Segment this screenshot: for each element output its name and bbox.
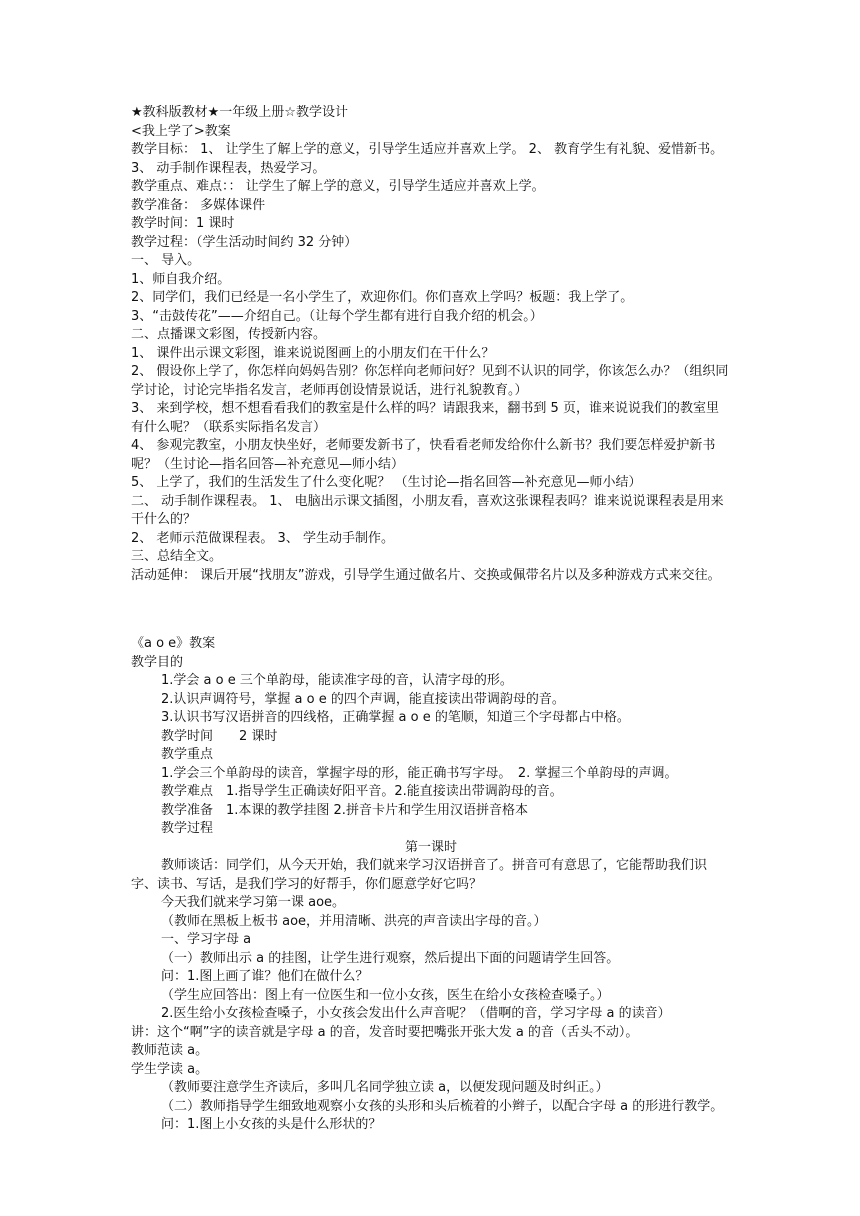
- doc2-paragraph: 教学过程: [161, 821, 214, 836]
- doc2-paragraph: 教学时间 2 课时: [161, 728, 278, 744]
- doc1-paragraph: 教学准备： 多媒体课件: [131, 197, 266, 213]
- doc1-paragraph: 活动延伸： 课后开展“找朋友”游戏，引导学生通过做名片、交换或佩带名片以及多种游戏方式来交往。: [131, 567, 721, 583]
- doc2-paragraph: 1.学会三个单韵母的读音，掌握字母的形，能正确书写字母。 2. 掌握三个单韵母的声调。: [161, 765, 678, 781]
- doc1-paragraph: 三、总结全文。: [131, 549, 223, 564]
- doc1-header: ★教科版教材★一年级上册☆教学设计: [131, 105, 348, 120]
- doc2-paragraph: （二）教师指导学生细致地观察小女孩的头形和头后梳着的小辫子，以配合字母 a 的形进行教学。: [161, 1098, 724, 1114]
- doc1-paragraph: 4、 参观完教室，小朋友快坐好，老师要发新书了，快看看老师发给你什么新书？我们要怎样爱护新书呢？（生讨论—指名回答—补充意见—师小结）: [131, 438, 716, 472]
- doc1-paragraph: 2、 老师示范做课程表。 3、 学生动手制作。: [131, 530, 394, 546]
- doc2-paragraph: （教师要注意学生齐读后，多叫几名同学独立读 a，以便发现问题及时纠正。）: [161, 1080, 609, 1095]
- doc2-paragraph: 第一课时: [404, 839, 457, 855]
- doc1-paragraph: 1、师自我介绍。: [131, 271, 231, 287]
- doc2-paragraph: 问：1.图上画了谁？他们在做什么？: [161, 969, 369, 984]
- doc1-body: [131, 141, 731, 585]
- doc1-paragraph: 5、 上学了，我们的生活发生了什么变化呢？ （生讨论—指名回答—补充意见—师小结）: [131, 475, 642, 490]
- doc2-paragraph: 2.认识声调符号，掌握 a o e 的四个声调，能直接读出带调韵母的音。: [161, 691, 565, 707]
- doc1-paragraph: 教学目标： 1、 让学生了解上学的意义，引导学生适应并喜欢上学。 2、 教育学生有礼貌、爱惜新书。: [131, 142, 724, 157]
- document-page: [131, 104, 731, 1135]
- doc2-paragraph: （学生应回答出：图上有一位医生和一位小女孩，医生在给小女孩检查嗓子。）: [161, 987, 610, 1003]
- doc2-paragraph: 问：1.图上小女孩的头是什么形状的？: [161, 1117, 382, 1132]
- doc1-paragraph: 3、 来到学校，想不想看看我们的教室是什么样的吗？请跟我来，翻书到 5 页，谁来说说我们的教室里有什么呢？（联系实际指名发言）: [131, 401, 719, 435]
- doc2-paragraph: 2.医生给小女孩检查嗓子，小女孩会发出什么声音呢？（借啊的音，学习字母 a 的读音）: [161, 1006, 671, 1021]
- doc1-paragraph: 一、 导入。: [131, 253, 201, 268]
- doc2-paragraph: 教学难点 1.指导学生正确读好阳平音。2.能直接读出带调韵母的音。: [161, 784, 563, 799]
- doc2-paragraph: 教学准备 1.本课的教学挂图 2.拼音卡片和学生用汉语拼音格本: [161, 802, 528, 818]
- doc1-paragraph: 教学重点、难点：： 让学生了解上学的意义，引导学生适应并喜欢上学。: [131, 179, 545, 194]
- doc2-paragraph: 学生学读 a。: [131, 1061, 209, 1077]
- doc2-paragraph: 一、学习字母 a: [161, 932, 252, 947]
- section-gap: [131, 585, 731, 635]
- doc1-paragraph: 二、点播课文彩图，传授新内容。: [131, 327, 327, 342]
- doc2-paragraph: 1.学会 a o e 三个单韵母，能读准字母的音，认清字母的形。: [161, 673, 513, 688]
- doc2-paragraph: 3.认识书写汉语拼音的四线格，正确掌握 a o e 的笔顺，知道三个字母都占中格。: [161, 710, 630, 725]
- doc1-paragraph: 2、同学们，我们已经是一名小学生了，欢迎你们。你们喜欢上学吗？板题：我上学了。: [131, 290, 634, 305]
- doc1-paragraph: 3、“击鼓传花”——介绍自己。（让每个学生都有进行自我介绍的机会。）: [131, 308, 543, 324]
- doc1-paragraph: 1、 课件出示课文彩图，谁来说说图画上的小朋友们在干什么？: [131, 345, 495, 361]
- doc1-paragraph: 教学时间：1 课时: [131, 216, 235, 231]
- doc2-paragraph: 教学目的: [131, 654, 184, 670]
- doc2-paragraph: 教师谈话：同学们，从今天开始，我们就来学习汉语拼音了。拼音可有意思了，它能帮助我们识字、读书、写话，是我们学习的好帮手，你们愿意学好它吗？: [131, 858, 708, 892]
- doc2-title: 《a o e》教案: [131, 636, 216, 651]
- doc2-paragraph: （教师在黑板上板书 aoe，并用清晰、洪亮的声音读出字母的音。）: [161, 913, 547, 929]
- doc1-paragraph: 3、 动手制作课程表，热爱学习。: [131, 160, 326, 176]
- doc2-paragraph: 今天我们就来学习第一课 aoe。: [161, 895, 346, 910]
- doc2-body: [131, 654, 731, 1135]
- doc2-paragraph: 讲：这个“啊”字的读音就是字母 a 的音，发音时要把嘴张开张大发 a 的音（舌头不动）。: [131, 1024, 639, 1040]
- doc1-paragraph: 二、 动手制作课程表。 1、 电脑出示课文插图，小朋友看，喜欢这张课程表吗？谁来说说课程表是用来干什么的？: [131, 493, 724, 527]
- doc1-title: <我上学了>教案: [131, 123, 231, 139]
- doc1-paragraph: 2、 假设你上学了，你怎样向妈妈告别？你怎样向老师问好？见到不认识的同学，你该怎么办？（组织同学讨论，讨论完毕指名发言，老师再创设情景说话，进行礼貌教育。）: [131, 364, 729, 398]
- doc2-paragraph: （一）教师出示 a 的挂图，让学生进行观察，然后提出下面的问题请学生回答。: [161, 950, 620, 966]
- doc1-paragraph: 教学过程：（学生活动时间约 32 分钟）: [131, 234, 358, 250]
- doc2-paragraph: 教师范读 a。: [131, 1043, 209, 1058]
- doc2-paragraph: 教学重点: [161, 747, 214, 762]
